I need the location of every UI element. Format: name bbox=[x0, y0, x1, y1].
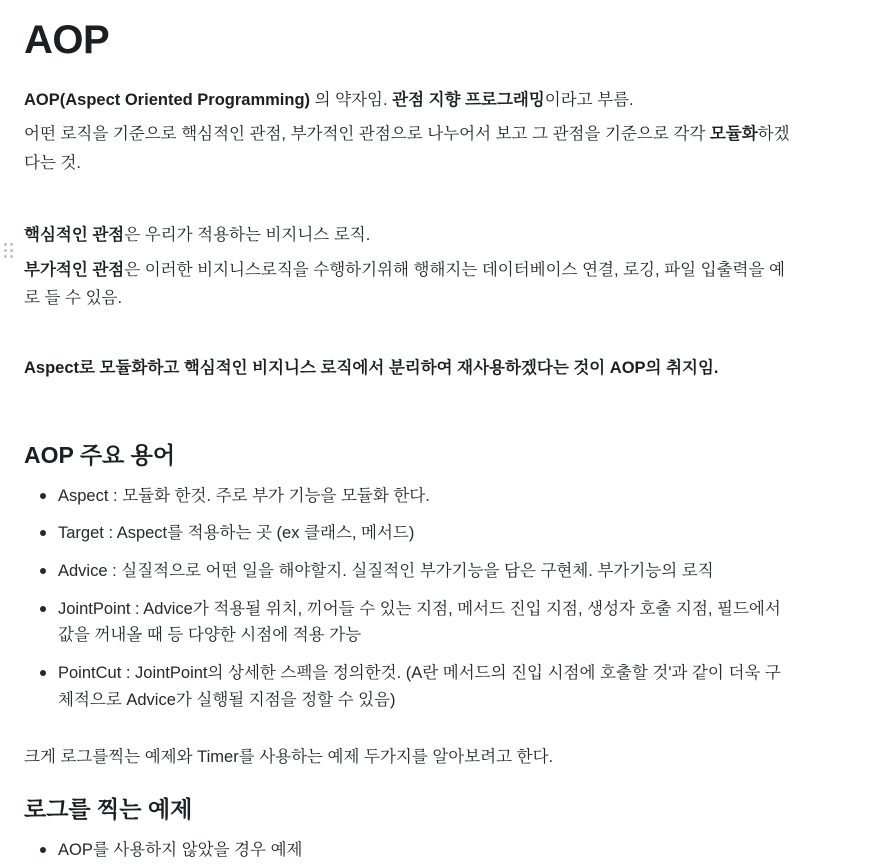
drag-handle-icon[interactable] bbox=[4, 243, 16, 261]
drag-dot bbox=[4, 249, 7, 252]
drag-dot bbox=[10, 255, 13, 258]
summary-line bbox=[24, 354, 792, 382]
core-viewpoint-line bbox=[24, 221, 792, 249]
extra-viewpoint-text: 은 이러한 비지니스로직을 수행하기위해 행해지는 데이터베이스 연결, 로깅, 파일 입출력을 예로 들 수 있음. bbox=[24, 260, 785, 307]
intro-line-2 bbox=[24, 120, 792, 177]
intro-line-1-end: 이라고 부름. bbox=[544, 91, 634, 109]
intro-term-modularize: 모듈화 bbox=[709, 125, 758, 144]
list-item: Aspect : 모듈화 한것. 주로 부가 기능을 모듈화 한다. bbox=[58, 483, 792, 510]
list-item: AOP를 사용하지 않았을 경우 예제 bbox=[58, 837, 792, 864]
summary-text: Aspect로 모듈화하고 핵심적인 비지니스 로직에서 분리하여 재사용하겠다는 것이 AOP의 취지임. bbox=[24, 359, 719, 378]
list-item: Target : Aspect를 적용하는 곳 (ex 클래스, 메서드) bbox=[58, 520, 792, 547]
core-viewpoint-term: 핵심적인 관점 bbox=[24, 226, 125, 245]
spacer bbox=[24, 389, 792, 415]
spacer bbox=[24, 415, 792, 441]
drag-dot bbox=[4, 243, 7, 246]
extra-viewpoint-term: 부가적인 관점 bbox=[24, 260, 125, 279]
spacer bbox=[24, 318, 792, 344]
section-heading-log-example: 로그를 찍는 예제 bbox=[24, 795, 193, 822]
intro-term-aop: AOP(Aspect Oriented Programming) bbox=[24, 91, 311, 109]
spacer bbox=[24, 725, 792, 743]
spacer bbox=[24, 777, 792, 795]
drag-dot bbox=[10, 249, 13, 252]
terms-list bbox=[24, 483, 792, 714]
intro-line-2-a: 어떤 로직을 기준으로 핵심적인 관점, 부가적인 관점으로 나누어서 보고 그 관점을 기준으로 각각 bbox=[24, 125, 710, 144]
section-heading-terms: AOP 주요 용어 bbox=[24, 441, 176, 468]
list-item: Advice : 실질적으로 어떤 일을 해야할지. 실질적인 부가기능을 담은 구현체. 부가기능의 로직 bbox=[58, 558, 792, 585]
intro-line-2-b: 하겠다는 것. bbox=[24, 125, 790, 172]
page-title: AOP bbox=[24, 18, 110, 62]
log-example-list bbox=[24, 837, 792, 864]
closing-line: 크게 로그를찍는 예제와 Timer를 사용하는 예제 두가지를 알아보려고 한다. bbox=[24, 747, 554, 766]
list-item: JointPoint : Advice가 적용될 위치, 끼어들 수 있는 지점, 메서드 진입 지점, 생성자 호출 지점, 필드에서 값을 꺼내올 때 등 다양한 시점에 적용 가능 bbox=[58, 596, 792, 649]
drag-dot bbox=[10, 243, 13, 246]
list-item: PointCut : JointPoint의 상세한 스펙을 정의한것. (A란 메서드의 진입 시점에 호출할 것'과 같이 더욱 구체적으로 Advice가 실행될 지점을 정할 수 있음) bbox=[58, 660, 792, 713]
intro-line-1 bbox=[24, 86, 792, 114]
extra-viewpoint-line bbox=[24, 256, 792, 313]
spacer bbox=[24, 195, 792, 221]
drag-dot bbox=[4, 255, 7, 258]
intro-line-1-mid: 의 약자임. bbox=[310, 91, 393, 109]
intro-term-korean: 관점 지향 프로그래밍 bbox=[392, 91, 545, 109]
core-viewpoint-text: 은 우리가 적용하는 비지니스 로직. bbox=[124, 226, 371, 245]
spacer bbox=[24, 344, 792, 354]
